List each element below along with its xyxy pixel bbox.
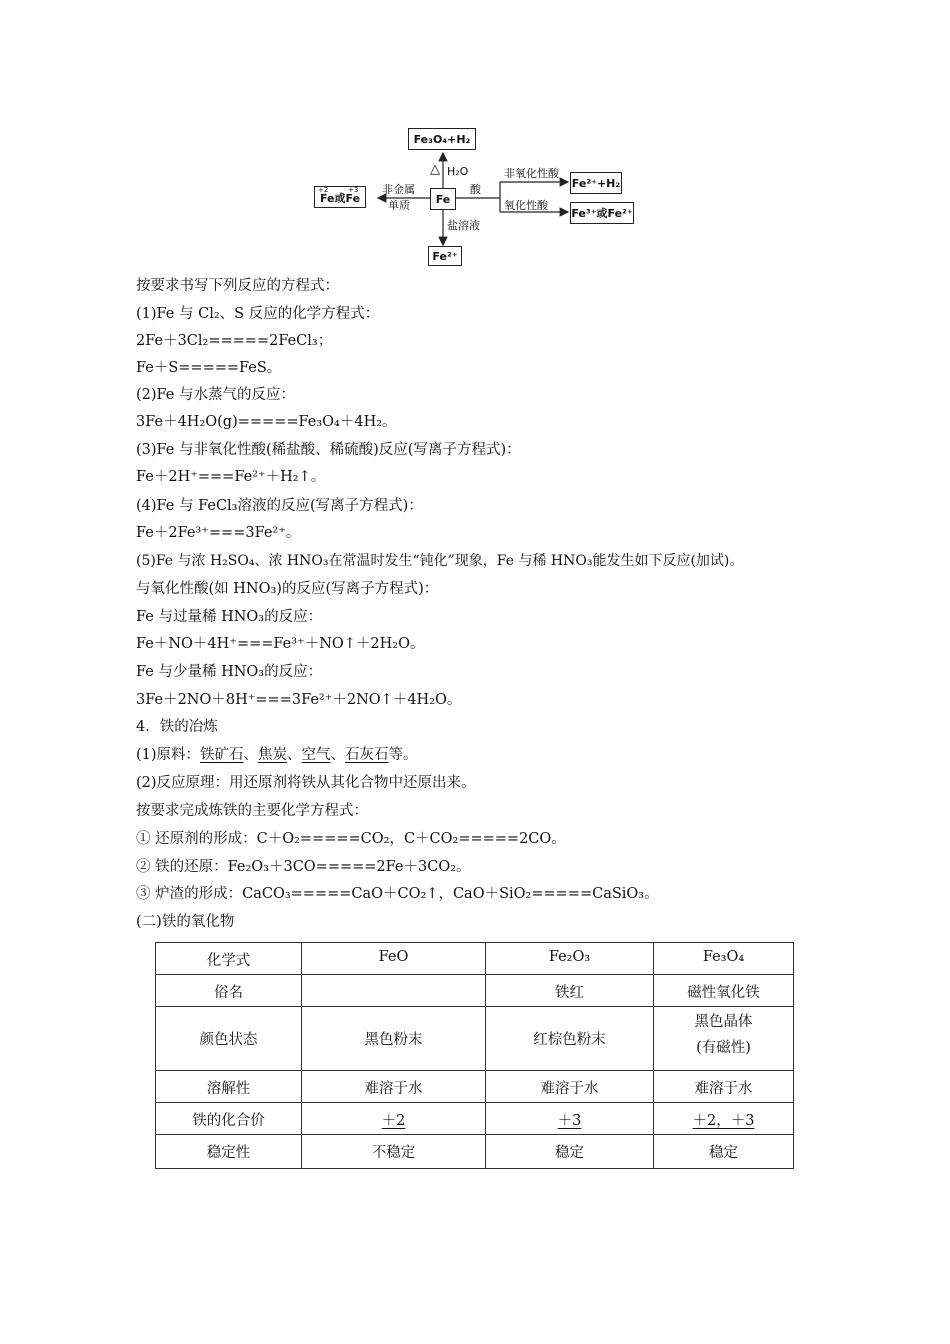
table-cell: 不稳定 — [302, 1135, 486, 1169]
table-cell: 稳定性 — [156, 1135, 302, 1169]
salt-solution-label: 盐溶液 — [447, 219, 480, 232]
valence-value: ＋2 — [381, 1113, 406, 1129]
material-coke: 焦炭 — [258, 747, 288, 763]
separator: 、 — [330, 747, 346, 763]
table-cell — [654, 1007, 794, 1071]
text-line: (1)Fe 与 Cl₂、S 反应的化学方程式： — [136, 306, 380, 322]
table-cell: 难溶于水 — [302, 1071, 486, 1103]
oxidation-state-plus3: +3 — [348, 186, 359, 194]
nonmetal-label: 非金属 — [382, 183, 415, 196]
text-line: Fe 与过量稀 HNO₃的反应： — [136, 609, 323, 625]
table-cell: 黑色粉末 — [302, 1007, 486, 1071]
equation-line: 3Fe＋2NO＋8H⁺===3Fe²⁺＋2NO↑＋4H₂O。 — [136, 692, 462, 708]
acid-label: 酸 — [470, 183, 481, 196]
table-header-row — [156, 943, 794, 975]
heat-symbol: △ — [430, 162, 440, 177]
fe-ion-text: Fe或Fe — [319, 192, 361, 205]
table-cell: 磁性氧化铁 — [654, 975, 794, 1007]
table-cell: 铁的化合价 — [156, 1103, 302, 1135]
table-cell: 稳定 — [486, 1135, 654, 1169]
product-box-fe3-or-fe2: Fe³⁺或Fe²⁺ — [570, 202, 634, 224]
iron-oxides-table — [155, 942, 794, 1169]
equation-line: Fe＋NO＋4H⁺===Fe³⁺＋NO↑＋2H₂O。 — [136, 636, 425, 652]
table-cell: 俗名 — [156, 975, 302, 1007]
equation-line: 2Fe＋3Cl₂=====2FeCl₃； — [136, 333, 333, 349]
table-cell: 溶解性 — [156, 1071, 302, 1103]
materials-prefix: (1)原料： — [136, 747, 201, 763]
equation-line: Fe＋2H⁺===Fe²⁺＋H₂↑。 — [136, 469, 326, 485]
table-cell — [302, 975, 486, 1007]
table-cell: 铁红 — [486, 975, 654, 1007]
text-line: (2)反应原理：用还原剂将铁从其化合物中还原出来。 — [136, 775, 476, 791]
table-cell: 难溶于水 — [486, 1071, 654, 1103]
valence-value: ＋3 — [557, 1113, 582, 1129]
equation-line: Fe＋2Fe³⁺===3Fe²⁺。 — [136, 525, 301, 541]
table-cell: 红棕色粉末 — [486, 1007, 654, 1071]
materials-line — [136, 745, 418, 765]
table-row — [156, 1103, 794, 1135]
separator: 、 — [243, 747, 259, 763]
table-cell: 稳定 — [654, 1135, 794, 1169]
table-header: Fe₂O₃ — [486, 943, 654, 975]
table-cell: 难溶于水 — [654, 1071, 794, 1103]
table-cell — [302, 1103, 486, 1135]
materials-suffix: 等。 — [388, 747, 418, 763]
table-row — [156, 1007, 794, 1071]
text-line: (4)Fe 与 FeCl₃溶液的反应(写离子方程式)： — [136, 498, 423, 514]
non-oxidizing-acid-label: 非氧化性酸 — [504, 167, 559, 180]
text-line: Fe 与少量稀 HNO₃的反应： — [136, 664, 323, 680]
equation-line: 3Fe＋4H₂O(g)=====Fe₃O₄＋4H₂。 — [136, 414, 397, 430]
text-line: (5)Fe 与浓 H₂SO₄、浓 HNO₃在常温时发生“钝化”现象，Fe 与稀 HNO₃能发生如下反应(加试)。 — [136, 553, 744, 569]
equation-line: ③ 炉渣的形成：CaCO₃=====CaO＋CO₂↑，CaO＋SiO₂=====CaSiO₃。 — [136, 886, 659, 902]
valence-value: ＋2，＋3 — [692, 1113, 755, 1129]
center-box-fe: Fe — [430, 188, 456, 210]
water-label: H₂O — [447, 165, 469, 178]
section-heading: 4．铁的冶炼 — [136, 719, 218, 735]
element-label: 单质 — [388, 199, 410, 212]
table-header: 化学式 — [156, 943, 302, 975]
table-cell — [654, 1103, 794, 1135]
product-box-fe2: Fe²⁺ — [428, 246, 462, 266]
section-heading: (二)铁的氧化物 — [136, 914, 235, 930]
table-row — [156, 975, 794, 1007]
equation-line: ① 还原剂的形成：C＋O₂=====CO₂，C＋CO₂=====2CO。 — [136, 831, 566, 847]
table-header: Fe₃O₄ — [654, 943, 794, 975]
text-line: 按要求完成炼铁的主要化学方程式： — [136, 803, 368, 819]
table-row — [156, 1071, 794, 1103]
table-cell-text: 黑色晶体 — [694, 1014, 753, 1030]
equation-line: ② 铁的还原：Fe₂O₃＋3CO=====2Fe＋3CO₂。 — [136, 859, 471, 875]
table-cell: 颜色状态 — [156, 1007, 302, 1071]
table-header: FeO — [302, 943, 486, 975]
text-line: (3)Fe 与非氧化性酸(稀盐酸、稀硫酸)反应(写离子方程式)： — [136, 442, 521, 458]
product-box-fe3o4-h2: Fe₃O₄+H₂ — [408, 128, 476, 150]
oxidizing-acid-label: 氧化性酸 — [504, 199, 548, 212]
equation-line: Fe＋S=====FeS。 — [136, 360, 282, 376]
separator: 、 — [287, 747, 302, 763]
product-box-fe2-h2: Fe²⁺+H₂ — [570, 172, 622, 194]
iron-reaction-diagram — [300, 120, 650, 270]
material-limestone: 石灰石 — [345, 747, 389, 763]
text-line: 与氧化性酸(如 HNO₃)的反应(写离子方程式)： — [136, 581, 439, 597]
material-iron-ore: 铁矿石 — [200, 747, 244, 763]
text-line: 按要求书写下列反应的方程式： — [136, 278, 339, 294]
table-row — [156, 1135, 794, 1169]
table-cell — [486, 1103, 654, 1135]
oxidation-state-plus2: +2 — [318, 186, 329, 194]
material-air: 空气 — [301, 747, 331, 763]
magnetism-note: (有磁性) — [696, 1040, 751, 1056]
text-line: (2)Fe 与水蒸气的反应： — [136, 387, 295, 403]
